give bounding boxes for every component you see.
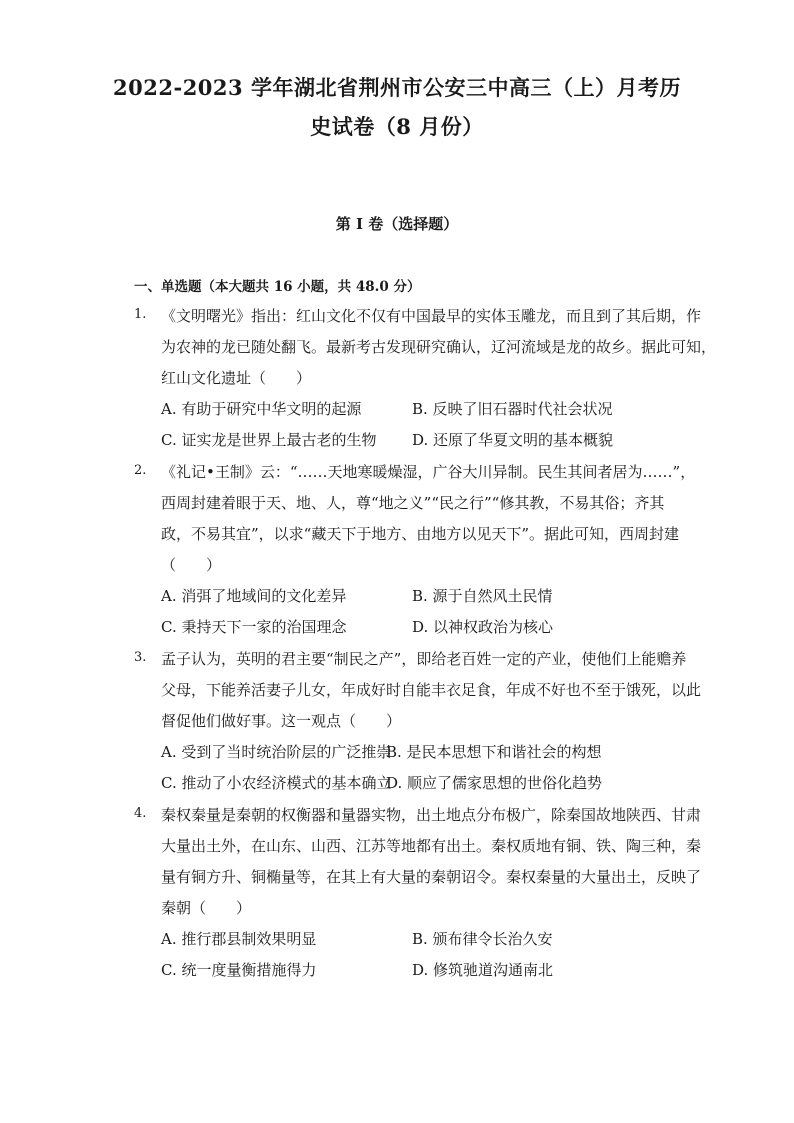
option-a: A. 消弭了地域间的文化差异 — [161, 587, 347, 605]
question-number: 2. — [134, 463, 147, 478]
question-number: 1. — [134, 307, 147, 322]
option-b: B. 是民本思想下和谐社会的构想 — [386, 743, 602, 761]
question-stem-line: 秦朝（ ） — [161, 899, 252, 917]
question-stem-line: 秦权秦量是秦朝的权衡器和量器实物，出土地点分布极广，除秦国故地陕西、甘肃 — [161, 806, 702, 824]
option-a: A. 推行郡县制效果明显 — [161, 930, 317, 948]
option-d: D. 以神权政治为核心 — [412, 618, 554, 636]
option-c: C. 统一度量衡措施得力 — [161, 961, 317, 979]
option-c: C. 推动了小农经济模式的基本确立 — [161, 774, 392, 792]
question-stem-line: 大量出土外，在山东、山西、江苏等地都有出土。秦权质地有铜、铁、陶三种，秦 — [161, 837, 702, 855]
question-stem-line: 西周封建着眼于天、地、人，尊“地之义”“民之行”“修其教，不易其俗；齐其 — [161, 494, 665, 512]
option-d: D. 修筑驰道沟通南北 — [412, 961, 554, 979]
option-b: B. 源于自然风土民情 — [412, 587, 553, 605]
question-stem-line: 孟子认为，英明的君主要“制民之产”，即给老百姓一定的产业，使他们上能赡养 — [161, 650, 687, 668]
question-stem-line: （ ） — [161, 556, 222, 574]
option-d: D. 顺应了儒家思想的世俗化趋势 — [386, 774, 603, 792]
question-stem-line: 红山文化遗址（ ） — [161, 369, 312, 387]
question-stem-line: 父母，下能养活妻子儿女，年成好时自能丰衣足食，年成不好也不至于饿死，以此 — [161, 681, 702, 699]
question-stem-line: 为农神的龙已随处翻飞。最新考古发现研究确认，辽河流域是龙的故乡。据此可知， — [161, 338, 717, 356]
question-stem-line: 督促他们做好事。这一观点（ ） — [161, 712, 402, 730]
question-stem-line: 量有铜方升、铜椭量等，在其上有大量的秦朝诏令。秦权秦量的大量出土，反映了 — [161, 868, 702, 886]
option-a: A. 有助于研究中华文明的起源 — [161, 400, 362, 418]
option-a: A. 受到了当时统治阶层的广泛推崇 — [161, 743, 392, 761]
question-number: 4. — [134, 806, 147, 821]
question-number: 3. — [134, 650, 147, 665]
exam-title-line-1: 2022-2023 学年湖北省荆州市公安三中高三（上）月考历 — [113, 75, 681, 100]
question-stem-line: 《文明曙光》指出：红山文化不仅有中国最早的实体玉雕龙，而且到了其后期，作 — [161, 307, 702, 325]
option-c: C. 证实龙是世界上最古老的生物 — [161, 431, 377, 449]
question-stem-line: 《礼记•王制》云：“……天地寒暖燥湿，广谷大川异制。民生其间者居为……”， — [161, 463, 696, 481]
section-heading: 一、单选题（本大题共 16 小题，共 48.0 分） — [134, 279, 421, 295]
question-stem-line: 政，不易其宜”，以求“藏天下于地方、由地方以见天下”。据此可知，西周封建 — [161, 525, 680, 543]
option-c: C. 秉持天下一家的治国理念 — [161, 618, 347, 636]
option-b: B. 反映了旧石器时代社会状况 — [412, 400, 613, 418]
option-d: D. 还原了华夏文明的基本概貌 — [412, 431, 614, 449]
option-b: B. 颁布律令长治久安 — [412, 930, 553, 948]
exam-title-line-2: 史试卷（8 月份） — [310, 114, 484, 139]
volume-heading: 第 I 卷（选择题） — [335, 215, 459, 233]
